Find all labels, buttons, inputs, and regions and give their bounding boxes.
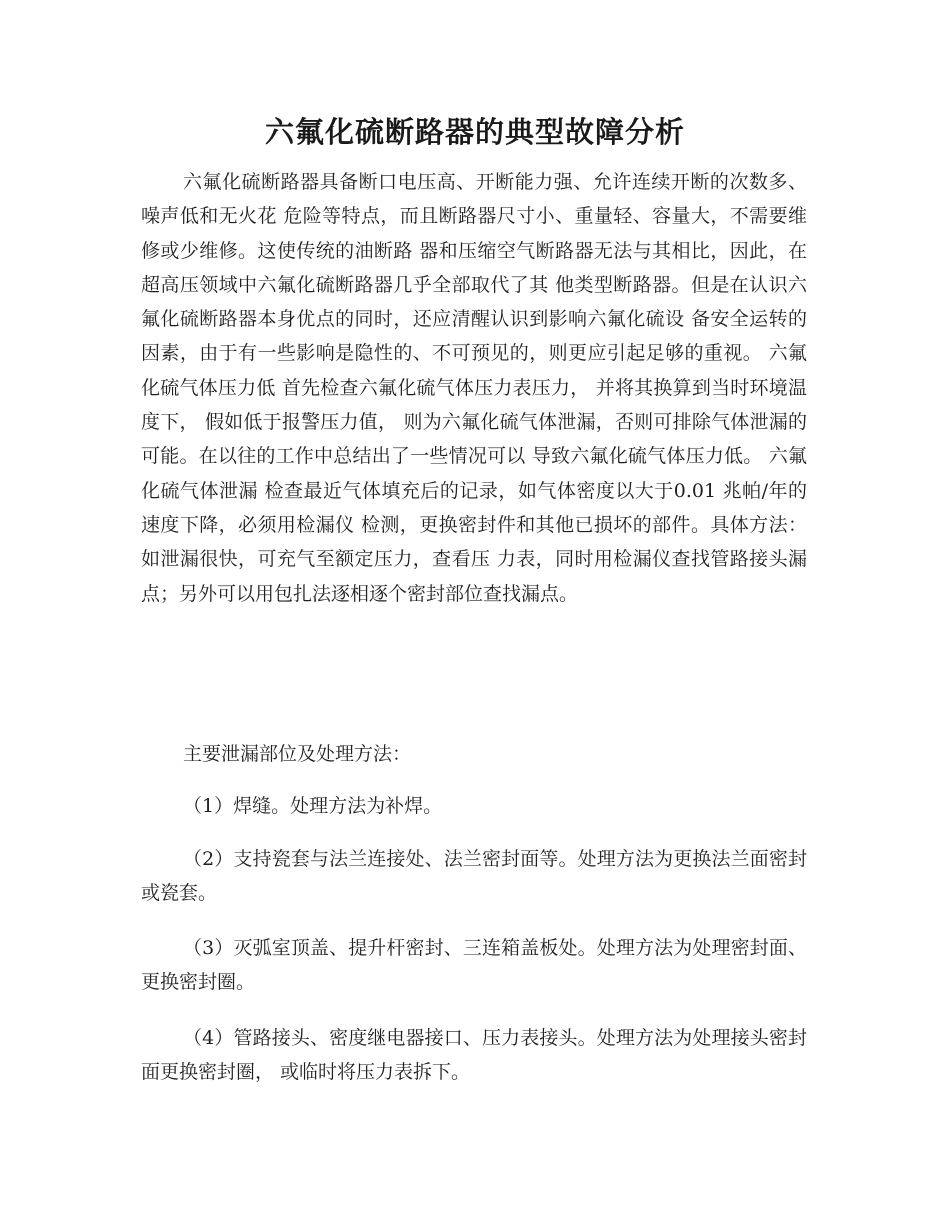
- leak-item-2: （2）支持瓷套与法兰连接处、法兰密封面等。处理方法为更换法兰面密封或瓷套。: [141, 848, 807, 905]
- intro-paragraph: 六氟化硫断路器具备断口电压高、开断能力强、允许连续开断的次数多、噪声低和无火花 危险等特点，而且断路器尺寸小、重量轻、容量大，不需要维修或少维修。这使传统的油断路 器和压缩空气断路器无法与其相比，因此，在超高压领域中六氟化硫断路器几乎全部取代了其 他类型断路器。但是在认识六氟化硫断路器本身优点的同时，还应清醒认识到影响六氟化硫设 备安全运转的因素，由于有一些影响是隐性的、不可预见的，则更应引起足够的重视。 六氟化硫气体压力低 首先检查六氟化硫气体压力表压力， 并将其换算到当时环境温度下， 假如低于报警压力值， 则为六氟化硫气体泄漏，否则可排除气体泄漏的可能。在以往的工作中总结出了一些情况可以 导致六氟化硫气体压力低。 六氟化硫气体泄漏 检查最近气体填充后的记录，如气体密度以大于0.01 兆帕/年的速度下降，必须用检漏仪 检测，更换密封件和其他已损坏的部件。具体方法：如泄漏很快，可充气至额定压力，查看压 力表，同时用检漏仪查找管路接头漏点；另外可以用包扎法逐相逐个密封部位查找漏点。: [141, 171, 807, 605]
- leak-item-4: （4）管路接头、密度继电器接口、压力表接头。处理方法为处理接头密封面更换密封圈， 或临时将压力表拆下。: [141, 1027, 807, 1084]
- leak-locations-heading: 主要泄漏部位及处理方法：: [183, 743, 412, 765]
- leak-item-1: （1）焊缝。处理方法为补焊。: [183, 795, 443, 817]
- leak-item-3: （3）灭弧室顶盖、提升杆密封、三连箱盖板处。处理方法为处理密封面、更换密封圈。: [141, 937, 807, 994]
- document-title: 六氟化硫断路器的典型故障分析: [264, 115, 685, 149]
